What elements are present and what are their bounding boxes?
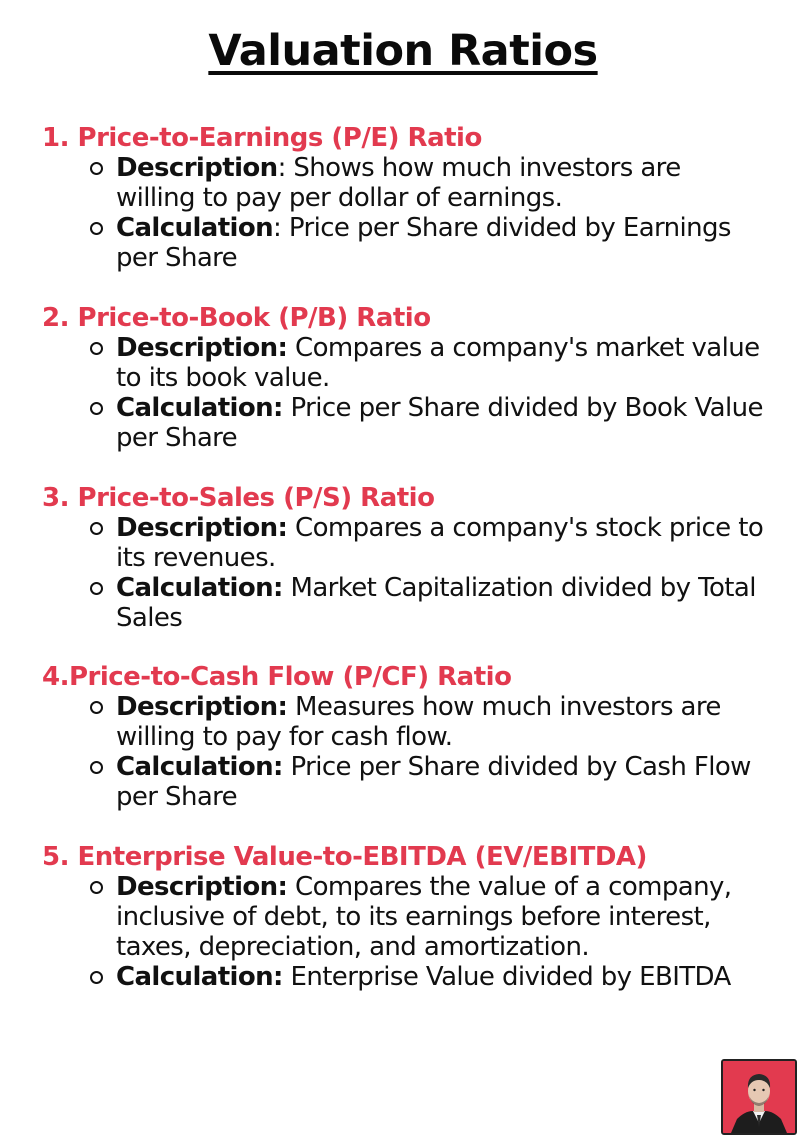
section-heading: 2. Price-to-Book (P/B) Ratio (42, 303, 431, 333)
item-separator (287, 692, 295, 722)
section-heading: 3. Price-to-Sales (P/S) Ratio (42, 483, 435, 513)
person-portrait-icon (723, 1061, 795, 1133)
item-label: Description: (116, 872, 288, 902)
item-text: Price per Share divided by Book Value per Share (116, 393, 763, 453)
bullet-list (0, 692, 806, 812)
circle-bullet-icon (90, 162, 103, 175)
item-label: Calculation: (116, 752, 283, 782)
item-text: Compares a company's market value to its book value. (116, 333, 760, 393)
item-separator (283, 752, 291, 782)
list-item (0, 872, 806, 962)
item-separator (283, 393, 291, 423)
circle-bullet-icon (90, 222, 103, 235)
list-item (0, 692, 806, 752)
item-text: Price per Share divided by Earnings per Share (116, 213, 731, 273)
item-label: Description: (116, 333, 288, 363)
circle-bullet-icon (90, 342, 103, 355)
item-label: Calculation: (116, 573, 283, 603)
bullet-list (0, 333, 806, 453)
item-label: Calculation (116, 213, 274, 243)
item-separator (287, 513, 295, 543)
circle-bullet-icon (90, 881, 103, 894)
circle-bullet-icon (90, 522, 103, 535)
item-text: Price per Share divided by Cash Flow per Share (116, 752, 751, 812)
item-text: Compares the value of a company, inclusive of debt, to its earnings before interest, taxes, depreciation, and amortization. (116, 872, 732, 962)
section-heading: 4.Price-to-Cash Flow (P/CF) Ratio (42, 662, 512, 692)
item-separator: : (277, 153, 294, 183)
item-text: Enterprise Value divided by EBITDA (290, 962, 731, 992)
item-label: Description (116, 153, 278, 183)
circle-bullet-icon (90, 701, 103, 714)
section-heading: 1. Price-to-Earnings (P/E) Ratio (42, 123, 482, 153)
circle-bullet-icon (90, 582, 103, 595)
bullet-list (0, 872, 806, 992)
item-separator (283, 962, 291, 992)
author-avatar (721, 1059, 797, 1135)
list-item (0, 213, 806, 273)
circle-bullet-icon (90, 402, 103, 415)
circle-bullet-icon (90, 761, 103, 774)
section-heading: 5. Enterprise Value-to-EBITDA (EV/EBITDA) (42, 842, 647, 872)
item-label: Calculation: (116, 962, 283, 992)
page-title: Valuation Ratios (208, 26, 598, 76)
bullet-list (0, 513, 806, 633)
list-item (0, 393, 806, 453)
item-label: Description: (116, 692, 288, 722)
list-item (0, 752, 806, 812)
list-item (0, 333, 806, 393)
item-text: Market Capitalization divided by Total Sales (116, 573, 756, 633)
item-text: Compares a company's stock price to its revenues. (116, 513, 764, 573)
list-item (0, 962, 806, 992)
item-separator (287, 872, 295, 902)
list-item (0, 513, 806, 573)
item-text: Shows how much investors are willing to pay per dollar of earnings. (116, 153, 681, 213)
item-separator (283, 573, 291, 603)
item-label: Description: (116, 513, 288, 543)
bullet-list (0, 153, 806, 273)
item-separator (287, 333, 295, 363)
item-label: Calculation: (116, 393, 283, 423)
list-item (0, 153, 806, 213)
list-item (0, 573, 806, 633)
item-text: Measures how much investors are willing to pay for cash flow. (116, 692, 721, 752)
item-separator: : (273, 213, 289, 243)
circle-bullet-icon (90, 971, 103, 984)
